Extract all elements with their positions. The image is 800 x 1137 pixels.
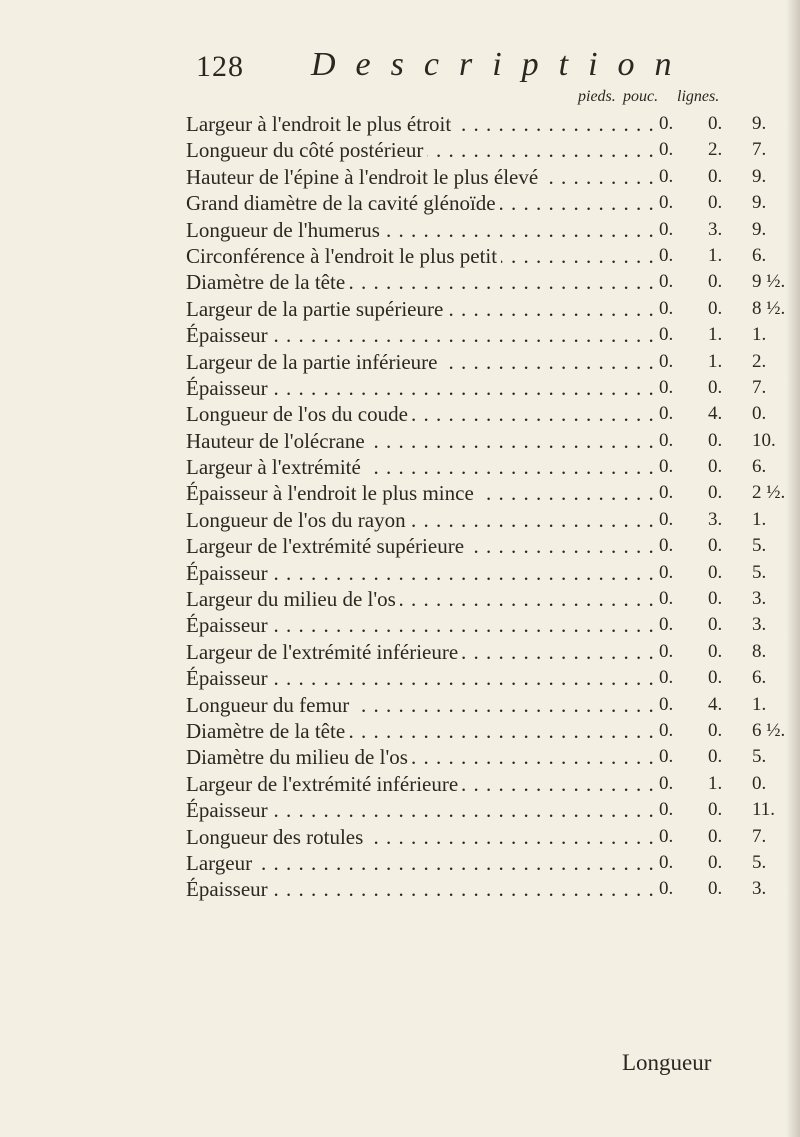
value-pieds: 0. bbox=[659, 244, 674, 266]
value-pouces: 0. bbox=[708, 825, 723, 847]
value-pouces: 0. bbox=[708, 719, 723, 741]
value-lignes: 8. bbox=[752, 640, 767, 662]
value-lignes: 9. bbox=[752, 218, 767, 240]
measurement-label: Épaisseur . . . bbox=[186, 375, 654, 401]
measurement-label: Longueur du femur . . . bbox=[186, 692, 654, 718]
value-lignes: 7. bbox=[752, 376, 767, 398]
value-pieds: 0. bbox=[659, 376, 674, 398]
measurement-label: Longueur du côté postérieur . . . bbox=[186, 137, 654, 163]
value-pouces: 0. bbox=[708, 851, 723, 873]
table-row bbox=[186, 692, 767, 718]
table-row bbox=[186, 665, 767, 691]
value-pieds: 0. bbox=[659, 719, 674, 741]
value-pouces: 0. bbox=[708, 799, 723, 821]
value-pieds: 0. bbox=[659, 139, 674, 161]
value-pouces: 1. bbox=[708, 324, 723, 346]
value-pieds: 0. bbox=[659, 324, 674, 346]
measurement-label: Circonférence à l'endroit le plus petit . . . bbox=[186, 243, 654, 269]
value-pieds: 0. bbox=[659, 825, 674, 847]
value-pieds: 0. bbox=[659, 667, 674, 689]
table-row bbox=[186, 164, 767, 190]
value-lignes: 5. bbox=[752, 746, 767, 768]
value-lignes: 2 ½. bbox=[752, 482, 786, 504]
value-lignes: 7. bbox=[752, 139, 767, 161]
table-row bbox=[186, 349, 767, 375]
value-pieds: 0. bbox=[659, 403, 674, 425]
measurement-label: Épaisseur . . . bbox=[186, 876, 654, 902]
value-lignes: 3. bbox=[752, 588, 767, 610]
measurement-label: Épaisseur . . . bbox=[186, 665, 654, 691]
table-row bbox=[186, 480, 786, 506]
value-pieds: 0. bbox=[659, 851, 674, 873]
table-row bbox=[186, 850, 767, 876]
measurement-table bbox=[186, 111, 786, 903]
value-lignes: 1. bbox=[752, 324, 767, 346]
measurement-label: Largeur de l'extrémité supérieure . . . bbox=[186, 533, 654, 559]
value-pouces: 3. bbox=[708, 218, 723, 240]
value-pouces: 0. bbox=[708, 297, 723, 319]
table-row bbox=[186, 190, 767, 216]
value-pieds: 0. bbox=[659, 746, 674, 768]
value-lignes: 6 ½. bbox=[752, 719, 786, 741]
value-lignes: 9 ½. bbox=[752, 271, 786, 293]
measurement-label: Épaisseur . . . bbox=[186, 612, 654, 638]
value-pouces: 0. bbox=[708, 561, 723, 583]
value-lignes: 10. bbox=[752, 429, 776, 451]
value-lignes: 0. bbox=[752, 403, 767, 425]
measurement-label: Diamètre du milieu de l'os . . . bbox=[186, 744, 654, 770]
value-pieds: 0. bbox=[659, 772, 674, 794]
value-pouces: 0. bbox=[708, 746, 723, 768]
value-pieds: 0. bbox=[659, 508, 674, 530]
measurement-label: Grand diamètre de la cavité glénoïde . . . bbox=[186, 190, 654, 216]
value-pouces: 2. bbox=[708, 139, 723, 161]
value-lignes: 9. bbox=[752, 165, 767, 187]
value-pouces: 0. bbox=[708, 113, 723, 134]
table-row bbox=[186, 507, 767, 533]
value-pouces: 0. bbox=[708, 588, 723, 610]
value-pieds: 0. bbox=[659, 561, 674, 583]
value-pouces: 0. bbox=[708, 535, 723, 557]
value-pieds: 0. bbox=[659, 192, 674, 214]
column-header-pieds: pieds. bbox=[578, 88, 616, 105]
value-lignes: 6. bbox=[752, 244, 767, 266]
table-row bbox=[186, 612, 767, 638]
measurement-label: Largeur à l'endroit le plus étroit . . . bbox=[186, 111, 654, 137]
measurement-label: Hauteur de l'épine à l'endroit le plus élevé . . . bbox=[186, 164, 654, 190]
value-pouces: 0. bbox=[708, 456, 723, 478]
table-row bbox=[186, 533, 767, 559]
measurement-label: Épaisseur . . . bbox=[186, 797, 654, 823]
value-pieds: 0. bbox=[659, 535, 674, 557]
page-number: 128 bbox=[196, 50, 244, 83]
measurement-label: Longueur des rotules . . . bbox=[186, 824, 654, 850]
table-row bbox=[186, 401, 767, 427]
table-row bbox=[186, 639, 767, 665]
measurement-label: Hauteur de l'olécrane . . . bbox=[186, 428, 654, 454]
measurement-label: Diamètre de la tête . . . bbox=[186, 269, 654, 295]
value-lignes: 5. bbox=[752, 851, 767, 873]
value-pouces: 0. bbox=[708, 165, 723, 187]
value-lignes: 3. bbox=[752, 878, 767, 900]
value-pieds: 0. bbox=[659, 218, 674, 240]
value-pieds: 0. bbox=[659, 297, 674, 319]
value-pouces: 4. bbox=[708, 693, 723, 715]
measurement-label: Longueur de l'humerus . . . bbox=[186, 217, 654, 243]
value-pieds: 0. bbox=[659, 429, 674, 451]
value-pieds: 0. bbox=[659, 693, 674, 715]
table-row bbox=[186, 296, 786, 322]
value-pieds: 0. bbox=[659, 271, 674, 293]
value-pieds: 0. bbox=[659, 165, 674, 187]
table-row bbox=[186, 454, 767, 480]
value-pouces: 4. bbox=[708, 403, 723, 425]
measurement-label: Longueur de l'os du coude . . . bbox=[186, 401, 654, 427]
table-row bbox=[186, 269, 786, 295]
measurement-label: Largeur de l'extrémité inférieure . . . bbox=[186, 639, 654, 665]
value-pouces: 1. bbox=[708, 350, 723, 372]
table-row bbox=[186, 771, 767, 797]
value-pouces: 0. bbox=[708, 192, 723, 214]
measurement-label: Largeur de l'extrémité inférieure . . . bbox=[186, 771, 654, 797]
catchword: Longueur bbox=[622, 1050, 712, 1075]
value-lignes: 9. bbox=[752, 113, 767, 134]
value-pouces: 0. bbox=[708, 376, 723, 398]
table-row bbox=[186, 217, 767, 243]
page-edge-shadow bbox=[786, 0, 800, 1137]
value-pouces: 0. bbox=[708, 667, 723, 689]
table-row bbox=[186, 797, 776, 823]
measurement-label: Longueur de l'os du rayon . . . bbox=[186, 507, 654, 533]
value-pieds: 0. bbox=[659, 350, 674, 372]
table-row bbox=[186, 718, 786, 744]
value-lignes: 2. bbox=[752, 350, 767, 372]
table-row bbox=[186, 375, 767, 401]
value-pieds: 0. bbox=[659, 640, 674, 662]
value-pouces: 0. bbox=[708, 271, 723, 293]
value-pouces: 0. bbox=[708, 614, 723, 636]
running-title: Description bbox=[311, 46, 692, 83]
value-pieds: 0. bbox=[659, 799, 674, 821]
value-pouces: 0. bbox=[708, 640, 723, 662]
measurement-label: Largeur du milieu de l'os . . . bbox=[186, 586, 654, 612]
table-row bbox=[186, 428, 776, 454]
value-lignes: 6. bbox=[752, 456, 767, 478]
table-row bbox=[186, 824, 767, 850]
table-row bbox=[186, 243, 767, 269]
value-pouces: 3. bbox=[708, 508, 723, 530]
value-lignes: 11. bbox=[752, 799, 776, 821]
table-row bbox=[186, 560, 767, 586]
value-pouces: 0. bbox=[708, 429, 723, 451]
value-pieds: 0. bbox=[659, 614, 674, 636]
value-pouces: 1. bbox=[708, 244, 723, 266]
value-pieds: 0. bbox=[659, 113, 674, 134]
column-header-lignes: lignes. bbox=[677, 88, 720, 105]
table-row bbox=[186, 137, 767, 163]
table-row bbox=[186, 322, 767, 348]
measurement-label: Largeur à l'extrémité . . . bbox=[186, 454, 654, 480]
value-lignes: 5. bbox=[752, 535, 767, 557]
measurement-label: Épaisseur . . . bbox=[186, 560, 654, 586]
measurement-label: Diamètre de la tête . . . bbox=[186, 718, 654, 744]
value-lignes: 9. bbox=[752, 192, 767, 214]
value-pouces: 0. bbox=[708, 878, 723, 900]
measurement-label: Épaisseur à l'endroit le plus mince . . . bbox=[186, 480, 654, 506]
table-row bbox=[186, 586, 767, 612]
value-lignes: 5. bbox=[752, 561, 767, 583]
measurement-label: Largeur de la partie inférieure . . . bbox=[186, 349, 654, 375]
table-row bbox=[186, 876, 767, 902]
value-pieds: 0. bbox=[659, 456, 674, 478]
value-lignes: 8 ½. bbox=[752, 297, 786, 319]
page-header bbox=[196, 42, 730, 82]
value-pieds: 0. bbox=[659, 482, 674, 504]
value-pouces: 1. bbox=[708, 772, 723, 794]
value-lignes: 7. bbox=[752, 825, 767, 847]
table-row bbox=[186, 111, 767, 137]
measurement-label: Largeur . . . bbox=[186, 850, 654, 876]
measurement-label: Épaisseur . . . bbox=[186, 322, 654, 348]
value-pouces: 0. bbox=[708, 482, 723, 504]
value-pieds: 0. bbox=[659, 878, 674, 900]
measurement-label: Largeur de la partie supérieure . . . bbox=[186, 296, 654, 322]
value-lignes: 1. bbox=[752, 693, 767, 715]
value-lignes: 1. bbox=[752, 508, 767, 530]
table-row bbox=[186, 744, 767, 770]
value-pieds: 0. bbox=[659, 588, 674, 610]
value-lignes: 6. bbox=[752, 667, 767, 689]
value-lignes: 0. bbox=[752, 772, 767, 794]
column-header-pouces: pouc. bbox=[623, 88, 659, 105]
value-lignes: 3. bbox=[752, 614, 767, 636]
